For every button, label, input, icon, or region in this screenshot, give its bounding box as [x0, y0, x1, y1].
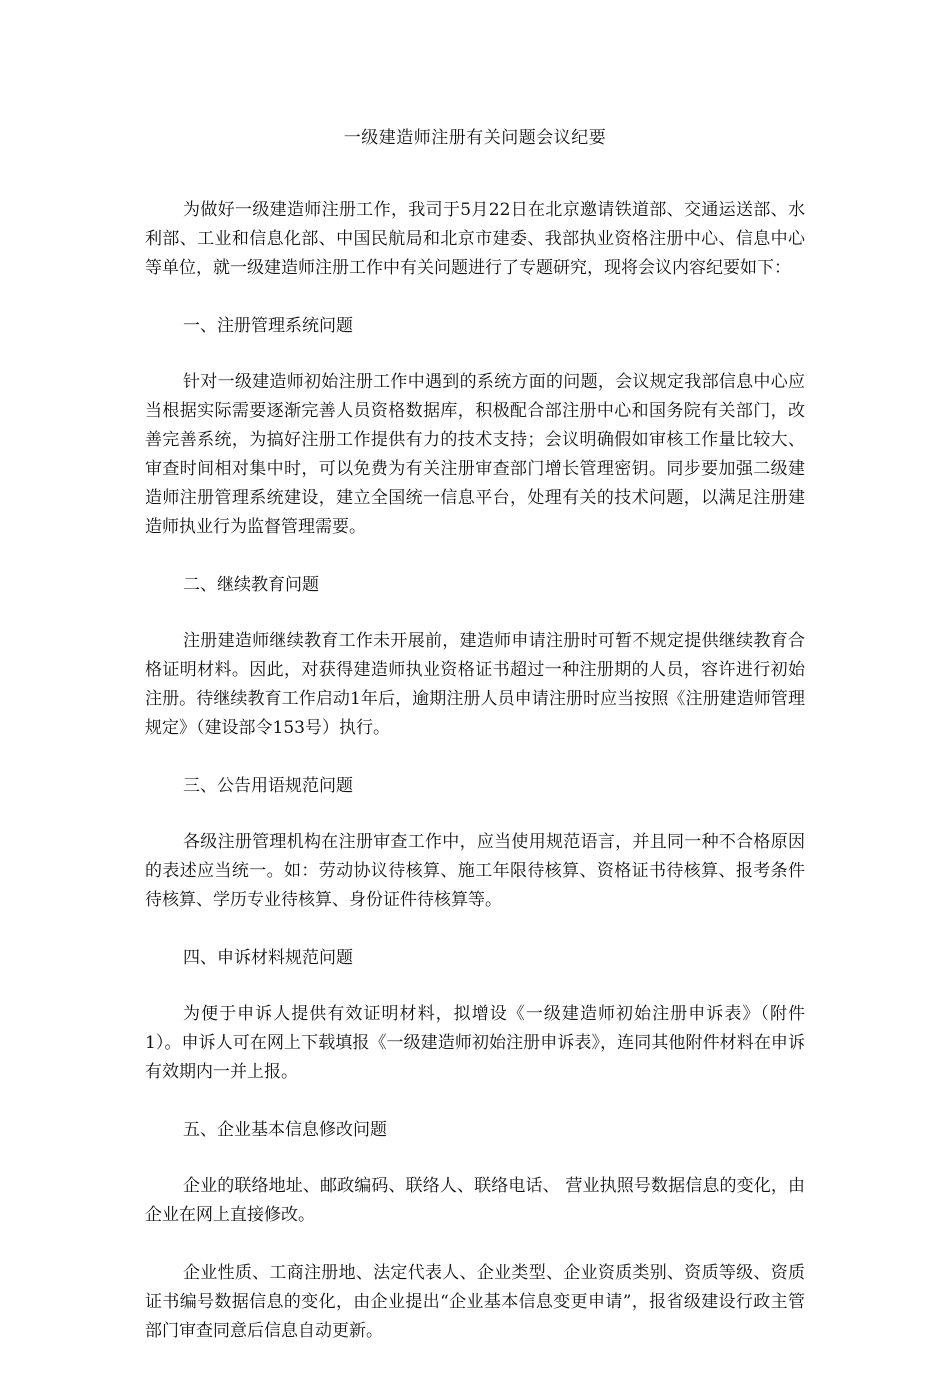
section-heading: 一、注册管理系统问题	[183, 316, 353, 336]
intro-paragraph: 为做好一级建造师注册工作，我司于5月22日在北京邀请铁道部、交通运送部、水利部、工业和信息化部、中国民航局和北京市建委、我部执业资格注册中心、信息中心等单位，就一级建造师注册工作中有关问题进行了专题研究，现将会议内容纪要如下：	[145, 200, 805, 278]
section-paragraph: 企业性质、工商注册地、法定代表人、企业类型、企业资质类别、资质等级、资质证书编号数据信息的变化，由企业提出“企业基本信息变更申请”，报省级建设行政主管部门审查同意后信息自动更新。	[145, 1263, 805, 1341]
section-heading: 三、公告用语规范问题	[183, 776, 353, 796]
section-paragraph: 各级注册管理机构在注册审查工作中，应当使用规范语言，并且同一种不合格原因的表述应当统一。如：劳动协议待核算、施工年限待核算、资格证书待核算、报考条件待核算、学历专业待核算、身份证件待核算等。	[145, 832, 805, 910]
section-paragraph: 为便于申诉人提供有效证明材料，拟增设《一级建造师初始注册申诉表》（附件1）。申诉人可在网上下载填报《一级建造师初始注册申诉表》，连同其他附件材料在申诉有效期内一并上报。	[145, 1004, 805, 1082]
section-heading: 五、企业基本信息修改问题	[183, 1120, 387, 1140]
section-paragraph: 企业的联络地址、邮政编码、联络人、联络电话、 营业执照号数据信息的变化，由企业在网上直接修改。	[145, 1176, 805, 1225]
section-paragraph: 注册建造师继续教育工作未开展前，建造师申请注册时可暂不规定提供继续教育合格证明材料。因此，对获得建造师执业资格证书超过一种注册期的人员，容许进行初始注册。待继续教育工作启动1年后，逾期注册人员申请注册时应当按照《注册建造师管理规定》（建设部令153号）执行。	[145, 631, 805, 738]
section-paragraph: 针对一级建造师初始注册工作中遇到的系统方面的问题，会议规定我部信息中心应当根据实际需要逐渐完善人员资格数据库，积极配合部注册中心和国务院有关部门，改善完善系统，为搞好注册工作提供有力的技术支持；会议明确假如审核工作量比较大、审查时间相对集中时，可以免费为有关注册审查部门增长管理密钥。同步要加强二级建造师注册管理系统建设，建立全国统一信息平台，处理有关的技术问题，以满足注册建造师执业行为监督管理需要。	[145, 372, 805, 537]
document-body	[145, 196, 805, 1375]
section-heading: 四、申诉材料规范问题	[183, 948, 353, 968]
document-title: 一级建造师注册有关问题会议纪要	[343, 128, 607, 148]
section-heading: 二、继续教育问题	[183, 575, 319, 595]
